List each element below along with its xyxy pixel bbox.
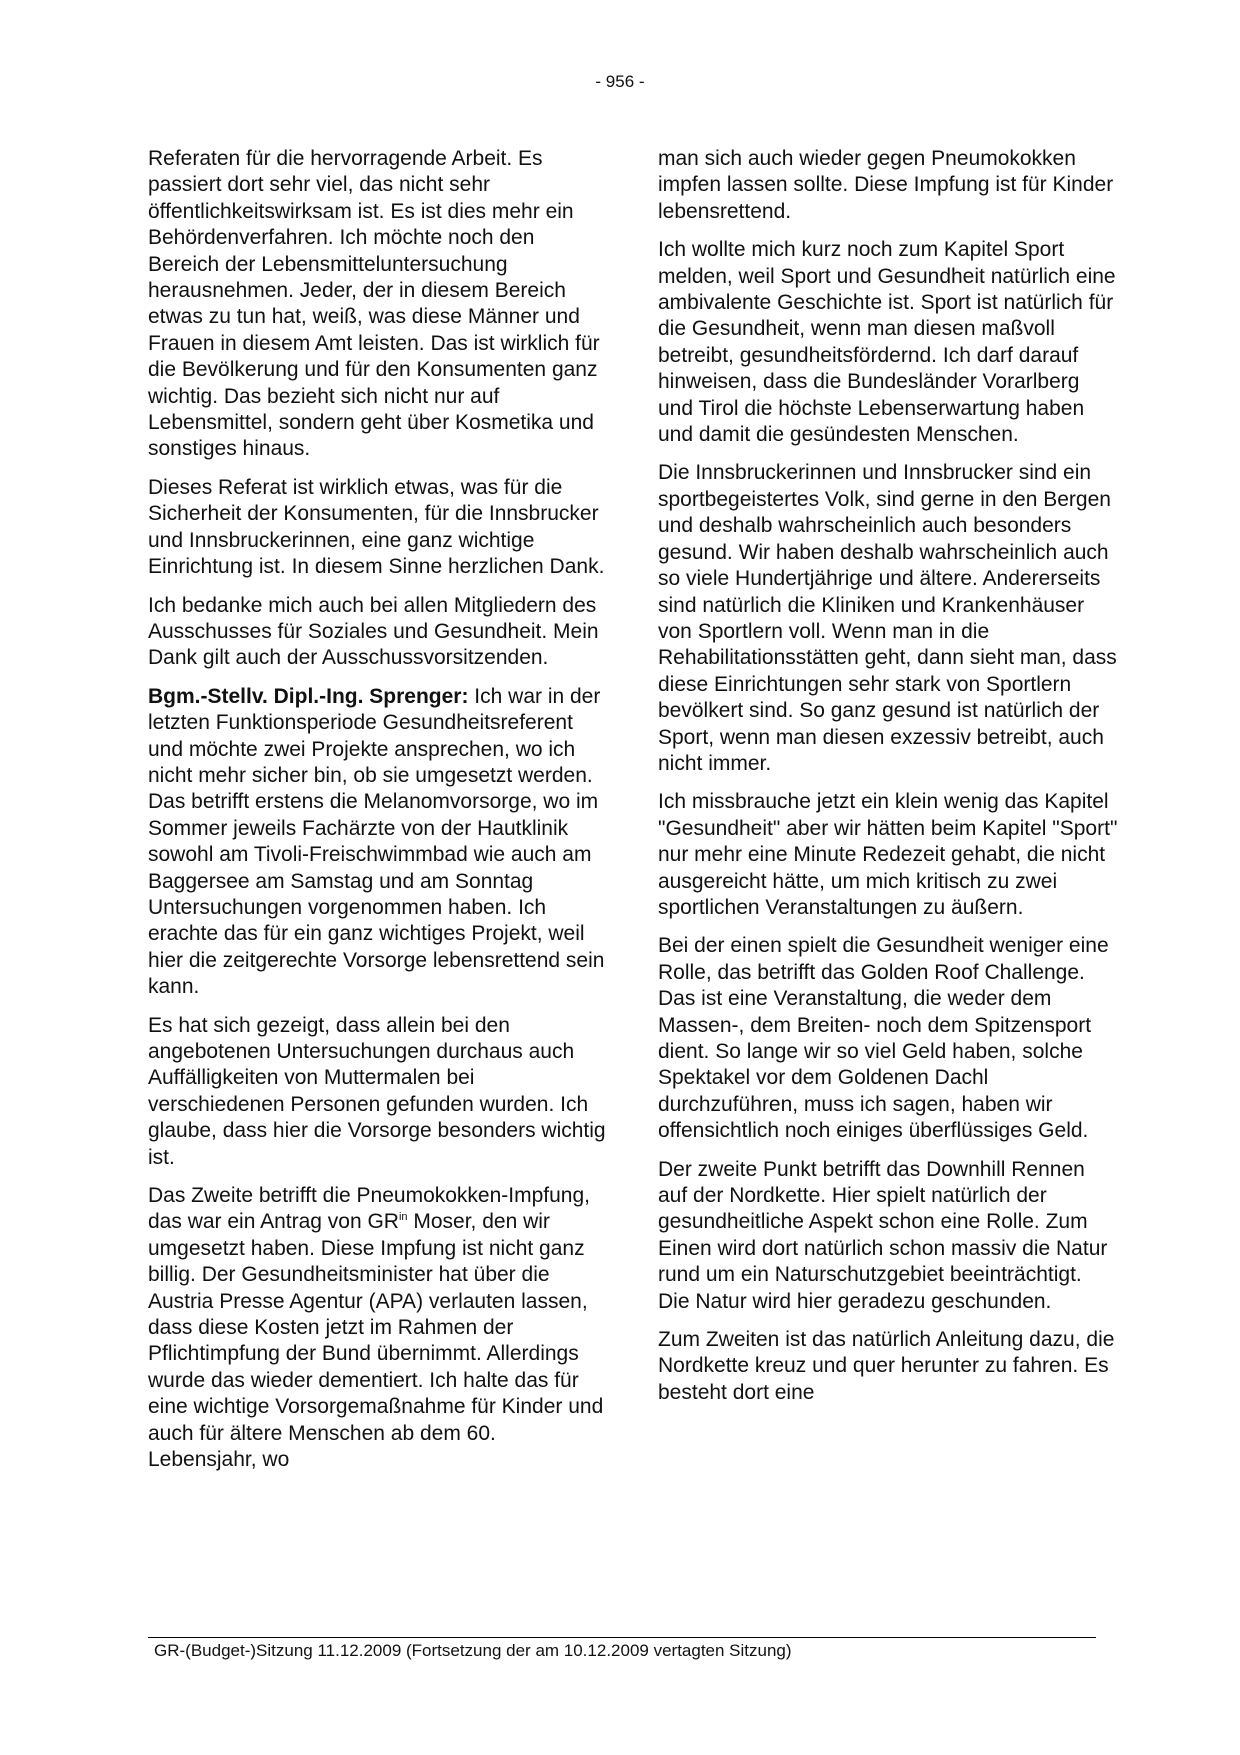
text-part: Moser, den wir umgesetzt haben. Diese Impfung ist nicht ganz billig. Der Gesundheitsminister hat über die Austria Presse Agentur (APA) verlauten lassen, dass diese Kosten jetzt im Rahmen der Pflichtimpfung der Bund übernimmt. Allerdings wurde das wieder dementiert. Ich halte das für eine wichtige Vorsorgemaßnahme für Kinder und auch für ältere Menschen ab dem 60. Lebensjahr, wo xyxy=(148,1210,604,1472)
paragraph: Bei der einen spielt die Gesundheit weniger eine Rolle, das betrifft das Golden Roof Challenge. Das ist eine Veranstaltung, die weder dem Massen-, dem Breiten- noch dem Spitzensport dient. So lange wir so viel Geld haben, solche Spektakel vor dem Goldenen Dachl durchzuführen, muss ich sagen, haben wir offensichtlich noch einiges überflüssiges Geld. xyxy=(658,934,1109,1143)
paragraph: Ich missbrauche jetzt ein klein wenig das Kapitel "Gesundheit" aber wir hätten beim Kapitel "Sport" nur mehr eine Minute Redezeit gehabt, die nicht ausgereicht hätte, um mich kritisch zu zwei sportlichen Veranstaltungen zu äußern. xyxy=(658,790,1118,919)
paragraph: Dieses Referat ist wirklich etwas, was für die Sicherheit der Konsumenten, für die Innsbrucker und Innsbruckerinnen, eine ganz wichtige Einrichtung ist. In diesem Sinne herzlichen Dank. xyxy=(148,475,605,579)
left-column xyxy=(148,146,608,1486)
paragraph: man sich auch wieder gegen Pneumokokken impfen lassen sollte. Diese Impfung ist für Kinder lebensrettend. xyxy=(658,147,1114,223)
speaker-paragraph xyxy=(148,684,608,1001)
footer-divider xyxy=(148,1637,1096,1638)
right-column xyxy=(658,146,1118,1418)
paragraph: Ich wollte mich kurz noch zum Kapitel Sport melden, weil Sport und Gesundheit natürlich eine ambivalente Geschichte ist. Sport ist natürlich für die Gesundheit, wenn man diesen maßvoll betreibt, gesundheitsfördernd. Ich darf darauf hinweisen, dass die Bundesländer Vorarlberg und Tirol die höchste Lebenserwartung haben und damit die gesündesten Menschen. xyxy=(658,238,1116,447)
paragraph: Es hat sich gezeigt, dass allein bei den angebotenen Untersuchungen durchaus auch Auffälligkeiten von Muttermalen bei verschiedenen Personen gefunden wurden. Ich glaube, dass hier die Vorsorge besonders wichtig ist. xyxy=(148,1013,606,1169)
paragraph: Die Innsbruckerinnen und Innsbrucker sind ein sportbegeistertes Volk, sind gerne in den Bergen und deshalb wahrscheinlich auch besonders gesund. Wir haben deshalb wahrscheinlich auch so viele Hundertjährige und ältere. Andererseits sind natürlich die Kliniken und Krankenhäuser von Sportlern voll. Wenn man in die Rehabilitationsstätten geht, dann sieht man, dass diese Einrichtungen sehr stark von Sportlern bevölkert sind. So ganz gesund ist natürlich der Sport, wenn man diesen exzessiv betreibt, auch nicht immer. xyxy=(658,461,1117,775)
speaker-text: Ich war in der letzten Funktionsperiode Gesundheitsreferent und möchte zwei Projekte ansprechen, wo ich nicht mehr sicher bin, ob sie umgesetzt werden. Das betrifft erstens die Melanomvorsorge, wo im Sommer jeweils Fachärzte von der Hautklinik sowohl am Tivoli-Freischwimmbad wie auch am Baggersee am Samstag und am Sonntag Untersuchungen vorgenommen haben. Ich erachte das für ein ganz wichtiges Projekt, weil hier die zeitgerechte Vorsorge lebensrettend sein kann. xyxy=(148,684,605,999)
page-number: - 956 - xyxy=(595,72,645,91)
paragraph xyxy=(148,1183,608,1473)
superscript: in xyxy=(398,1211,408,1224)
text-part: Das Zweite betrifft die Pneumokokken-Impfung, das war ein Antrag von GR xyxy=(148,1184,590,1234)
paragraph: Referaten für die hervorragende Arbeit. Es passiert dort sehr viel, das nicht sehr öffentlichkeitswirksam ist. Es ist dies mehr ein Behördenverfahren. Ich möchte noch den Bereich der Lebensmitteluntersuchung herausnehmen. Jeder, der in diesem Bereich etwas zu tun hat, weiß, was diese Männer und Frauen in diesem Amt leisten. Das ist wirklich für die Bevölkerung und für den Konsumenten ganz wichtig. Das bezieht sich nicht nur auf Lebensmittel, sondern geht über Kosmetika und sonstiges hinaus. xyxy=(148,147,600,461)
paragraph: Der zweite Punkt betrifft das Downhill Rennen auf der Nordkette. Hier spielt natürlich der gesundheitliche Aspekt schon eine Rolle. Zum Einen wird dort natürlich schon massiv die Natur rund um ein Naturschutzgebiet beeinträchtigt. Die Natur wird hier geradezu geschunden. xyxy=(658,1157,1108,1313)
speaker-name: Bgm.-Stellv. Dipl.-Ing. Sprenger: xyxy=(148,684,469,708)
paragraph: Zum Zweiten ist das natürlich Anleitung dazu, die Nordkette kreuz und quer herunter zu fahren. Es besteht dort eine xyxy=(658,1328,1115,1404)
footer-text: GR-(Budget-)Sitzung 11.12.2009 (Fortsetzung der am 10.12.2009 vertagten Sitzung) xyxy=(154,1641,792,1660)
paragraph: Ich bedanke mich auch bei allen Mitgliedern des Ausschusses für Soziales und Gesundheit. Mein Dank gilt auch der Ausschussvorsitzenden. xyxy=(148,593,599,670)
